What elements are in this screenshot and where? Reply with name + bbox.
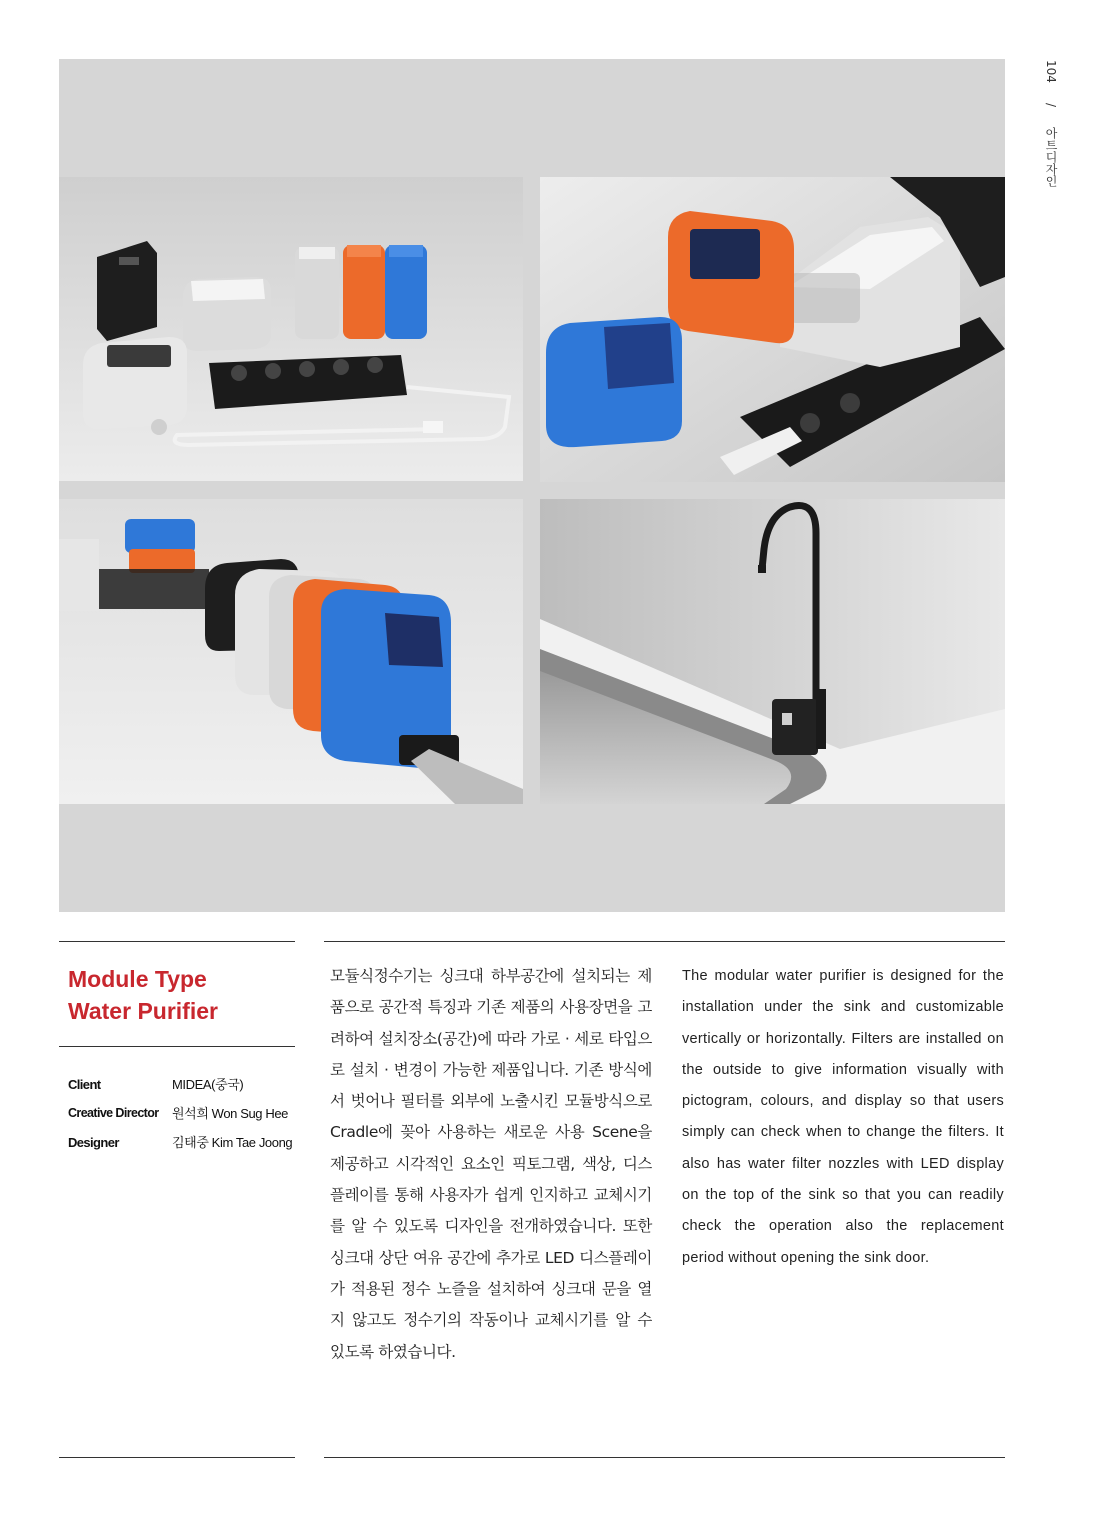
credit-role: Client: [68, 1077, 101, 1092]
photo-faucet-sink: [540, 499, 1005, 804]
running-header: [1030, 60, 1060, 250]
credit-value: MIDEA(중국): [172, 1077, 244, 1092]
rule-left-bottom: [59, 1457, 295, 1458]
photo-assembled-row: [59, 499, 523, 804]
rule-right-bottom: [324, 1457, 1005, 1458]
photo-panel: [59, 59, 1005, 912]
credit-row-creative-director: [68, 1099, 298, 1128]
project-title: [68, 963, 298, 1027]
credit-role: Designer: [68, 1135, 119, 1150]
credit-value: 원석희 Won Sug Hee: [172, 1106, 288, 1121]
credit-row-designer: [68, 1128, 298, 1157]
description-english: The modular water purifier is designed for the installation under the sink and customizable vertically or horizontally. Filters are installed on the outside to give information visually with pictogram, colours, and display so that users simply can check when to change the filters. It also has water filter nozzles with LED display on the top of the sink so that you can readily check the operation also the replacement period without opening the sink door.: [682, 968, 1004, 1266]
credit-role: Creative Director: [68, 1106, 159, 1120]
description-korean: 모듈식정수기는 싱크대 하부공간에 설치되는 제품으로 공간적 특징과 기존 제품의 사용장면을 고려하여 설치장소(공간)에 따라 가로 · 세로 타입으로 설치 · 변경이 가능한 제품입니다. 기존 방식에서 벗어나 필터를 외부에 노출시킨 모듈방식으로 Cradle에 꽂아 사용하는 새로운 사용 Scene을 제공하고 시각적인 요소인 픽토그램, 색상, 디스플레이를 통해 사용자가 쉽게 인지하고 교체시기를 알 수 있도록 디자인을 전개하였습니다. 또한 싱크대 상단 여유 공간에 추가로 LED 디스플레이가 적용된 정수 노즐을 설치하여 싱크대 문을 열지 않고도 정수기의 작동이나 교체시기를 알 수 있도록 하였습니다.: [330, 967, 652, 1361]
rule-right-top: [324, 941, 1005, 942]
credit-row-client: [68, 1070, 298, 1099]
rule-left-top: [59, 941, 295, 942]
section-name: 아트디자인: [1044, 126, 1058, 187]
photo-modules-layout: [59, 177, 523, 481]
credits: [68, 1070, 298, 1157]
photo-colored-modules: [540, 177, 1005, 482]
project-title-line1: Module Type: [68, 966, 207, 992]
project-title-line2: Water Purifier: [68, 998, 218, 1024]
page-number: 104: [1044, 60, 1058, 83]
credit-value: 김태중 Kim Tae Joong: [172, 1135, 293, 1150]
header-separator: /: [1044, 102, 1058, 107]
rule-title-divider: [59, 1046, 295, 1047]
